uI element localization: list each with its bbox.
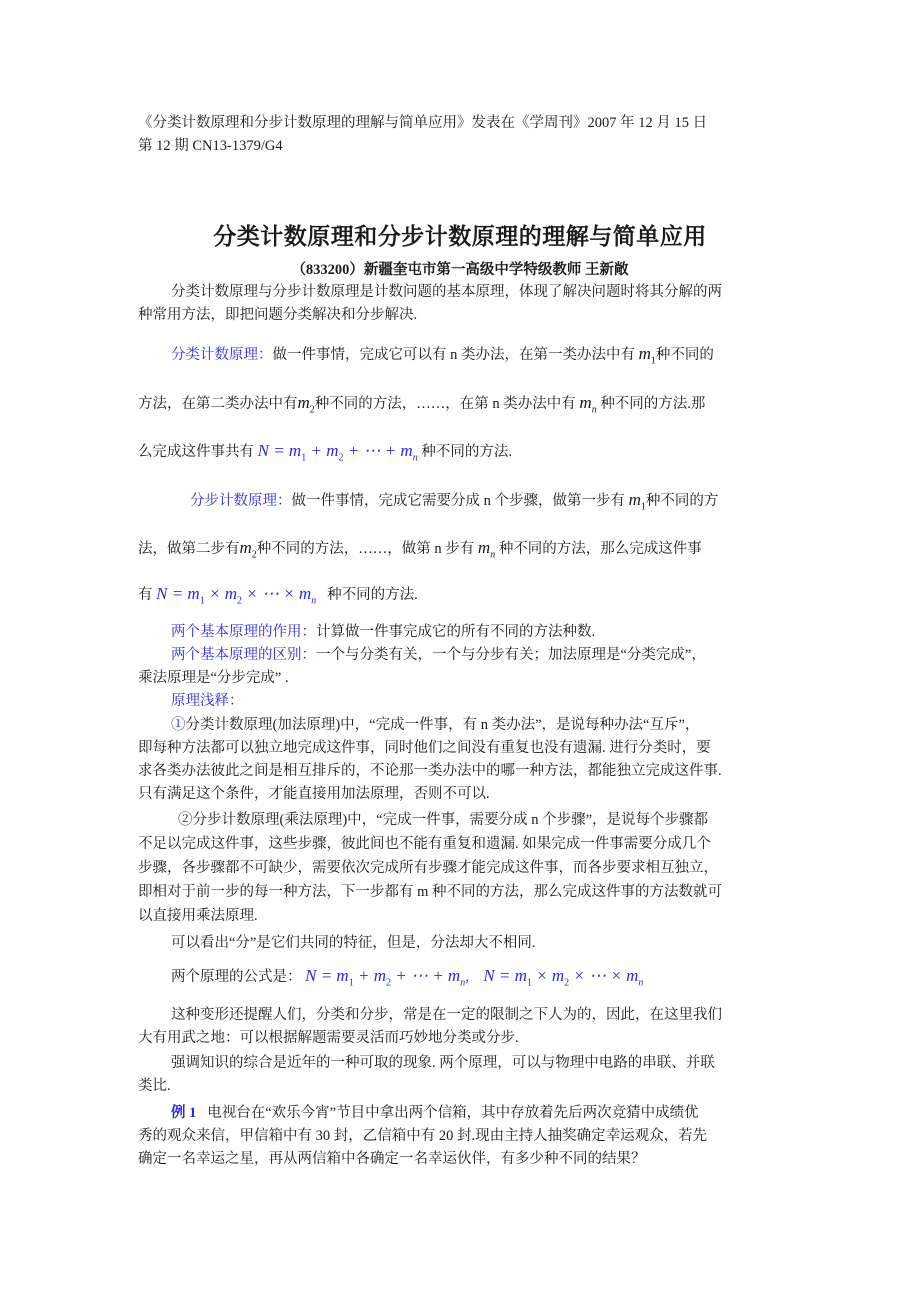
explain2-line5: 以直接用乘法原理. (138, 908, 258, 924)
role-label: 两个基本原理的作用： (171, 624, 316, 640)
multiplication-principle-line2 (138, 537, 784, 565)
multiplication-principle-line3 (138, 583, 784, 611)
sum-formula: $N = m_1 + m_2$ + ⋯ + $m_n$ (257, 441, 418, 464)
text-segment: 电视台在“欢乐今宵”节目中拿出两个信箱，其中存放着先后两次竞猜中成绩优 (207, 1105, 699, 1121)
text-segment: 做一件事情，完成它需要分成 n 个步骤，做第一步有 (291, 493, 625, 509)
difference-line2: 乘法原理是“分步完成” . (138, 670, 289, 686)
addition-principle-text: 做一件事情，完成它可以有 n 类办法，在第一类办法中有 (272, 347, 635, 363)
text-segment: 种不同的方法，那么完成这件事 (498, 541, 702, 557)
addition-principle-line3 (138, 440, 784, 468)
explain1-line2: 即每种方法都可以独立地完成这件事，同时他们之间没有重复也没有遗漏. 进行分类时，要 (138, 740, 711, 756)
difference-line1 (138, 645, 817, 666)
text-segment: 分类计数原理(加法原理)中，“完成一件事，有 n 类办法”，是说每种办法“互斥”， (185, 717, 700, 733)
explain1-line3: 求各类办法彼此之间是相互排斥的，不论那一类办法中的哪一种方法，都能独立完成这件事. (138, 763, 722, 779)
article-title: 分类计数原理和分步计数原理的理解与简单应用 (213, 224, 707, 249)
observation-line: 可以看出“分”是它们共同的特征，但是，分法却大不相同. (171, 935, 536, 951)
difference-text: 一个与分类有关，一个与分步有关；加法原理是“分类完成”， (316, 647, 706, 663)
text-segment: 种不同的方 (645, 493, 719, 509)
text-segment: 种不同的方法. (421, 444, 512, 460)
explain2-line1: ②分步计数原理(乘法原理)中，“完成一件事，需要分成 n 个步骤”，是说每个步骤都 (178, 812, 709, 828)
product-formula: $N = m_1 \times m_2$ × ⋯ × $m_n$ (156, 584, 317, 607)
difference-label: 两个基本原理的区别： (171, 647, 316, 663)
intro-line1: 分类计数原理与分步计数原理是计数问题的基本原理，体现了解决问题时将其分解的两 (171, 284, 722, 300)
text-segment: 有 (138, 587, 153, 603)
remark2-line1: 强调知识的综合是近年的一种可取的现象. 两个原理，可以与物理中电路的串联、并联 (171, 1055, 715, 1071)
circled-one-marker: ① (171, 717, 186, 733)
formulas-label: 两个原理的公式是： (171, 969, 302, 985)
text-segment: 种不同的方法，……，做第 n 步有 (256, 541, 475, 557)
explain1-line1 (138, 715, 817, 736)
example1-line2: 秀的观众来信，甲信箱中有 30 封，乙信箱中有 20 封.现由主持人抽奖确定幸运观众，若先 (138, 1128, 708, 1144)
addition-principle-line1 (138, 343, 817, 371)
sum-formula: $N = m_1 + m_2$ + ⋯ + $m_n$ (305, 966, 466, 989)
remark1-line1: 这种变形还提醒人们，分类和分步，常是在一定的限制之下人为的，因此，在这里我们 (171, 1007, 722, 1023)
addition-principle-label: 分类计数原理： (171, 347, 273, 363)
author-line: （833200）新疆奎屯市第一高级中学特级教师 王新敞 (291, 262, 629, 278)
multiplication-principle-label: 分步计数原理： (190, 493, 292, 509)
text-segment: 法，做第二步有 (138, 541, 240, 557)
text-segment: 么完成这件事共有 (138, 444, 254, 460)
intro-line2: 种常用方法，即把问题分类解决和分步解决. (138, 307, 418, 323)
explain2-line2: 不足以完成这件事，这些步骤，彼此间也不能有重复和遗漏. 如果完成一件事需要分成几个 (138, 836, 711, 852)
product-formula: $N = m_1 \times m_2$ × ⋯ × $m_n$ (483, 966, 644, 989)
math-mn: $m_n$ (477, 538, 496, 561)
publication-note-line1: 《分类计数原理和分步计数原理的理解与简单应用》发表在《学周刊》2007 年 12 月 15 日 (138, 115, 708, 131)
text-segment: 种不同的方法.那 (600, 396, 706, 412)
explain2-line4: 即相对于前一步的每一种方法，下一步都有 m 种不同的方法，那么完成这件事的方法数就可 (138, 884, 723, 900)
math-m1: $m_1$ (638, 344, 656, 367)
example-label: 例 1 (171, 1105, 197, 1121)
role-text: 计算做一件事完成它的所有不同的方法种数. (316, 624, 596, 640)
example1-line3: 确定一名幸运之星，再从两信箱中各确定一名幸运伙伴，有多少种不同的结果？ (138, 1151, 646, 1167)
explanation-label: 原理浅释： (171, 693, 244, 709)
text-segment: 种不同的方法，……，在第 n 类办法中有 (314, 396, 576, 412)
role-line (138, 622, 817, 643)
math-m2: $m_2$ (297, 393, 315, 416)
publication-note-line2: 第 12 期 CN13-1379/G4 (138, 138, 283, 154)
math-m2: $m_2$ (239, 538, 257, 561)
formulas-line: 两个原理的公式是： $N = m_1 + m_2$ + ⋯ + $m_n$, $N = m_1 \times m_2$ × ⋯ × $m_n$ (171, 966, 644, 989)
addition-principle-line2 (138, 392, 784, 420)
example1-line1 (138, 1103, 817, 1124)
text-segment: 方法，在第二类办法中有 (138, 396, 298, 412)
explain2-line3: 步骤，各步骤都不可缺少，需要依次完成所有步骤才能完成这件事，而各步要求相互独立， (138, 860, 718, 876)
text-segment: 种不同的方法. (327, 587, 418, 603)
remark2-line2: 类比. (138, 1078, 171, 1094)
math-mn: $m_n$ (579, 393, 597, 416)
addition-principle-tail: 种不同的 (655, 347, 714, 363)
math-m1: $m_1$ (628, 490, 646, 513)
explain1-line4: 只有满足这个条件，才能直接用加法原理，否则不可以. (138, 786, 490, 802)
multiplication-principle-line1 (138, 489, 836, 517)
remark1-line2: 大有用武之地：可以根据解题需要灵活而巧妙地分类或分步. (138, 1030, 519, 1046)
